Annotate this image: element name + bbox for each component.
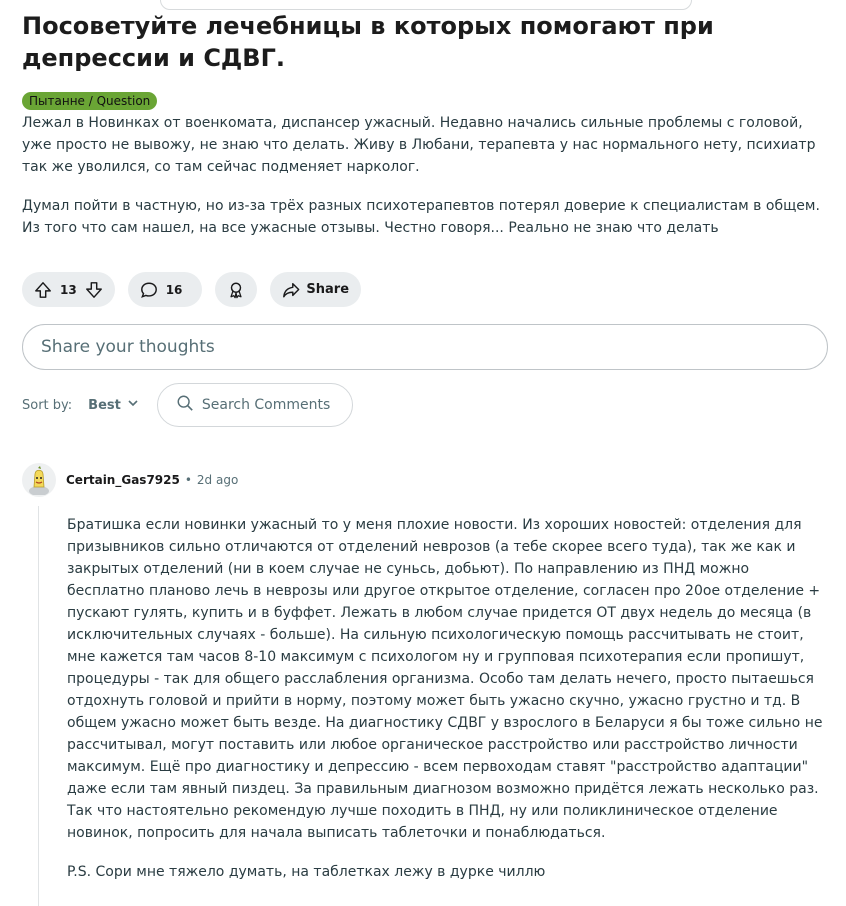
sort-dropdown[interactable] [88, 397, 139, 413]
speech-bubble-icon [140, 281, 158, 299]
sort-label: Sort by: [22, 397, 73, 413]
comment [22, 462, 832, 900]
comment-paragraph: Братишка если новинки ужасный то у меня плохие новости. Из хороших новостей: отделения для призывников сильно отличаются от отделений неврозов (а тебе скорее всего туда), так же как и закрытых отделений (ни в коем случае не суньсь, добьют). По направлению из ПНД можно бесплатно планово лечь в неврозы или другое открытое отделение, согласен про 20ое отделение + пускают гулять, купить и в буффет. Лежать в любом случае придется ОТ двух недель до месяца (в исключительных случаях - больше). На сильную психологическую помощь рассчитывать не стоит, мне кажется там часов 8-10 максимум с психологом ну и групповая психотерапия если пропишут, процедуры - так для общего расслабления организма. Особо там делать нечего, просто пытаешься отдохнуть головой и прийти в норму, поэтому может быть ужасно скучно, ужасно грустно и тд. В общем ужасно может быть везде. На диагностику СДВГ у взрослого в Беларуси я бы тоже сильно не рассчитывал, могут поставить или любое органическое расстройство или расстройство личности максимум. Ещё про диагностику и депрессию - всем первоходам ставят "расстройство адаптации" даже если там явный пиздец. За правильным диагнозом возможно придётся лежать несколько раз. Так что настоятельно рекомендую лучше походить в ПНД, ну или поликлиническое отделение новинок, попросить для начала выписать таблеточки и понаблюдаться. [67, 517, 823, 841]
chevron-down-icon [121, 397, 139, 413]
arrow-up-icon[interactable] [34, 281, 52, 299]
arrow-down-icon[interactable] [85, 281, 103, 299]
comment-body [67, 514, 827, 883]
award-icon [227, 281, 245, 299]
comment-paragraph: P.S. Сори мне тяжело думать, на таблетках лежу в дурке чиллю [67, 864, 546, 880]
share-button[interactable] [270, 272, 361, 307]
composer-placeholder: Share your thoughts [41, 337, 215, 357]
vote-control [22, 272, 115, 307]
comment-sort-row [22, 383, 353, 427]
comment-thread-line[interactable] [38, 506, 39, 906]
award-button[interactable] [215, 272, 257, 307]
comment-count: 16 [165, 282, 183, 297]
comments-button[interactable] [128, 272, 203, 307]
share-arrow-icon [282, 281, 300, 299]
post-title: Посоветуйте лечебницы в которых помогают при депрессии и СДВГ. [22, 12, 714, 72]
search-comments-placeholder: Search Comments [201, 397, 331, 413]
search-icon [176, 394, 202, 416]
post-paragraph: Лежал в Новинках от военкомата, диспансер ужасный. Недавно начались сильные проблемы с головой, уже просто не вывожу, не знаю что делать. Живу в Любани, терапевта у нас нормального нету, психиатр так же уволился, со там сейчас подменяет нарколог. [22, 115, 816, 175]
post-flair[interactable]: Пытанне / Question [22, 92, 157, 110]
avatar[interactable] [22, 463, 56, 497]
header-search-bar[interactable] [160, 0, 692, 10]
post-body [22, 112, 832, 239]
search-comments-input[interactable] [157, 383, 353, 427]
separator-dot: • [184, 473, 192, 487]
post-paragraph: Думал пойти в частную, но из-за трёх разных психотерапевтов потерял доверие к специалистам в общем. Из того что сам нашел, на все ужасные отзывы. Честно говоря... Реально не знаю что делать [22, 198, 820, 236]
sort-value: Best [88, 397, 121, 413]
post-action-bar [22, 272, 361, 307]
share-label: Share [306, 282, 350, 297]
vote-count: 13 [60, 282, 77, 297]
comment-author[interactable]: Certain_Gas7925 [66, 473, 180, 487]
comment-time[interactable]: 2d ago [196, 473, 239, 487]
post-container [22, 10, 832, 880]
comment-composer[interactable] [22, 324, 828, 370]
comment-header [22, 462, 832, 498]
